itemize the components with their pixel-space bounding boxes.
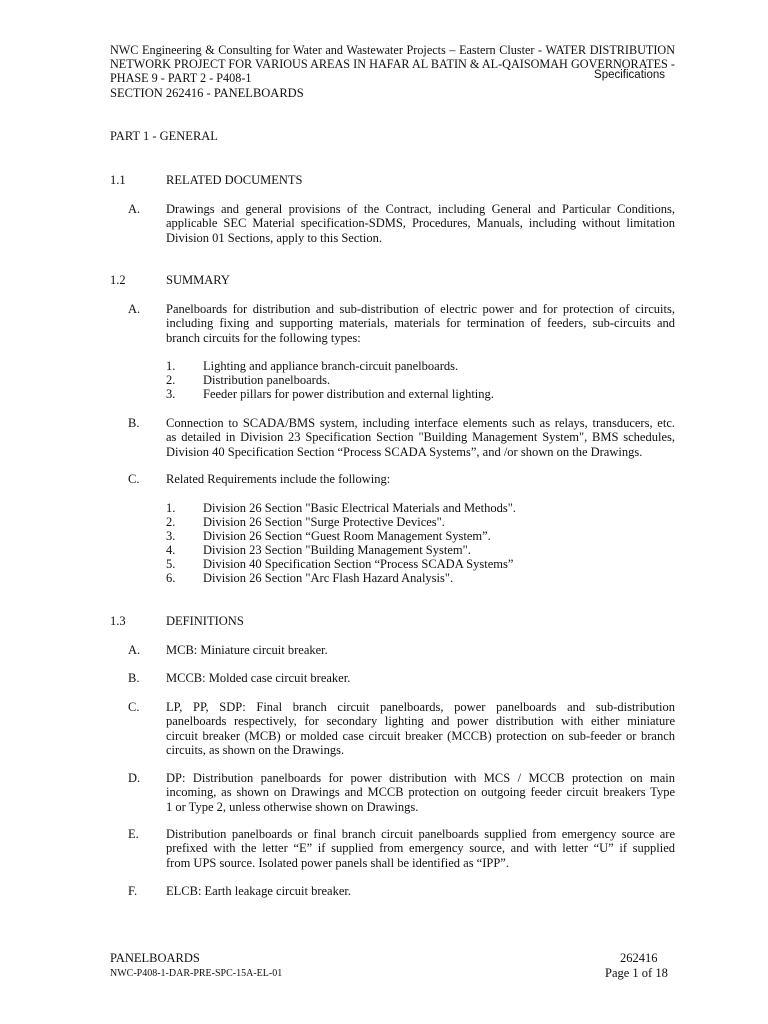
definition-mcb: MCB: Miniature circuit breaker. [166,643,328,657]
list-item-text: Distribution panelboards. [203,373,331,387]
header-line-2: NETWORK PROJECT FOR VARIOUS AREAS IN HAFAR AL BATIN & AL-QAISOMAH GOVERNORATES - [110,57,675,71]
list-item-number: 5. [166,557,176,571]
article-1-2-number: 1.2 [110,273,126,287]
list-item-number: 1. [166,501,176,515]
article-1-1-number: 1.1 [110,173,126,187]
definition-lp-pp-sdp [166,700,675,757]
list-item-text: Feeder pillars for power distribution and external lighting. [203,387,494,401]
list-item-number: 3. [166,387,176,401]
header-specifications-label: Specifications [594,69,665,81]
paragraph-line: Connection to SCADA/BMS system, including interface elements such as relays, transducers, etc. [166,416,675,430]
paragraph-1-2-a [166,302,675,345]
paragraph-line: Panelboards for distribution and sub-distribution of electric power and for protection of circuits, [166,302,675,316]
article-1-3-number: 1.3 [110,614,126,628]
definition-dp [166,771,675,814]
footer-section-number: 262416 [620,951,658,965]
list-item-text: Division 40 Specification Section “Process SCADA Systems” [203,557,514,571]
definition-mccb: MCCB: Molded case circuit breaker. [166,671,351,685]
header-line-3: PHASE 9 - PART 2 - P408-1 [110,71,252,85]
list-item-number: 1. [166,359,176,373]
paragraph-letter: E. [128,827,139,841]
paragraph-line: Division 01 Sections, apply to this Section. [166,230,382,245]
paragraph-letter: B. [128,416,140,430]
definition-elcb: ELCB: Earth leakage circuit breaker. [166,884,351,898]
paragraph-line: circuits, as shown on the Drawings. [166,742,345,757]
paragraph-line: prefixed with the letter “E” if supplied from emergency source, and with letter “U” if supplied [166,841,675,856]
paragraph-line: 1 or Type 2, unless otherwise shown on Drawings. [166,799,419,814]
list-item-text: Division 26 Section "Basic Electrical Materials and Methods". [203,501,516,515]
paragraph-line: Distribution panelboards or final branch circuit panelboards supplied from emergency source are [166,827,675,841]
paragraph-line: circuit breaker (MCB) or molded case circuit breaker (MCCB) protection on sub-feeder or branch [166,728,675,743]
list-item-number: 2. [166,373,176,387]
paragraph-line: from UPS source. Isolated power panels shall be identified as “IPP”. [166,855,509,870]
footer-page-number: Page 1 of 18 [605,966,668,980]
paragraph-letter: D. [128,771,141,785]
list-item-text: Division 26 Section “Guest Room Management System”. [203,529,491,543]
list-item-text: Division 26 Section "Arc Flash Hazard Analysis". [203,571,454,585]
section-title: SECTION 262416 - PANELBOARDS [110,86,304,100]
paragraph-letter: A. [128,302,141,316]
header-line-1: NWC Engineering & Consulting for Water and Wastewater Projects – Eastern Cluster - WATER DISTRIBUTION [110,43,675,57]
list-item-text: Lighting and appliance branch-circuit panelboards. [203,359,459,373]
paragraph-line: including fixing and supporting materials, materials for termination of feeders, sub-circuits and [166,316,675,331]
paragraph-line: LP, PP, SDP: Final branch circuit panelboards, power panelboards and sub-distribution [166,700,675,714]
footer-document-code: NWC-P408-1-DAR-PRE-SPC-15A-EL-01 [110,968,283,979]
paragraph-1-1-a [166,202,675,245]
paragraph-line: incoming, as shown on Drawings and MCCB protection on outgoing feeder circuit breakers Type [166,785,675,800]
list-item-number: 3. [166,529,176,543]
paragraph-line: as detailed in Division 23 Specification Section "Building Management System", BMS schedules, [166,430,675,445]
list-item-text: Division 23 Section "Building Management System". [203,543,471,557]
footer-title: PANELBOARDS [110,951,200,965]
article-1-1-title: RELATED DOCUMENTS [166,173,303,187]
paragraph-letter: A. [128,643,141,657]
list-item-text: Division 26 Section "Surge Protective Devices". [203,515,445,529]
paragraph-letter: C. [128,700,140,714]
paragraph-letter: A. [128,202,141,216]
paragraph-line: applicable SEC Material specification-SDMS, Procedures, Manuals, including without limitation [166,216,675,231]
paragraph-line: Drawings and general provisions of the Contract, including General and Particular Conditions, [166,202,675,216]
paragraph-letter: B. [128,671,140,685]
paragraph-1-2-b [166,416,675,459]
paragraph-line: Division 40 Specification Section “Process SCADA Systems”, and /or shown on the Drawings. [166,444,643,459]
list-item-number: 2. [166,515,176,529]
paragraph-line: panelboards respectively, for secondary lighting and power distribution with either miniature [166,714,675,729]
paragraph-1-2-c: Related Requirements include the following: [166,472,391,486]
paragraph-line: branch circuits for the following types: [166,330,361,345]
paragraph-letter: C. [128,472,140,486]
list-item-number: 4. [166,543,176,557]
part-title: PART 1 - GENERAL [110,129,218,143]
article-1-3-title: DEFINITIONS [166,614,244,628]
paragraph-letter: F. [128,884,138,898]
list-item-number: 6. [166,571,176,585]
paragraph-line: DP: Distribution panelboards for power distribution with MCS / MCCB protection on main [166,771,675,785]
definition-emergency-panels [166,827,675,870]
article-1-2-title: SUMMARY [166,273,230,287]
